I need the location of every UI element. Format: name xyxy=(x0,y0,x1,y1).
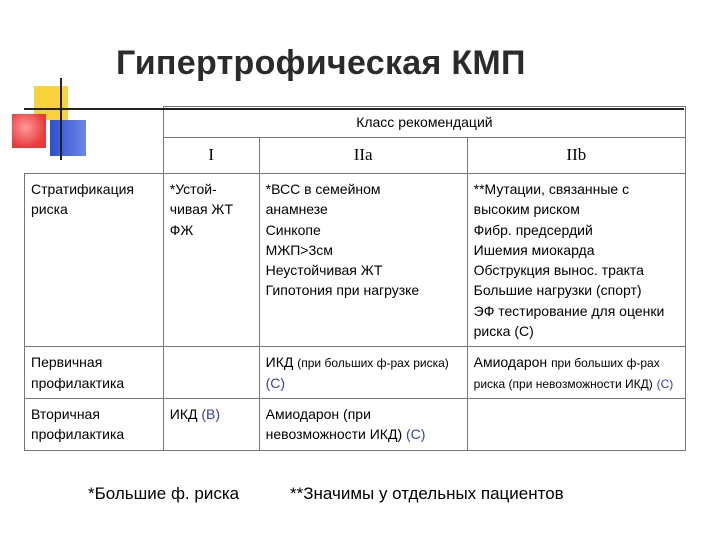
secondary-class-iia-cell xyxy=(259,399,467,451)
footnote-selected-patients: **Значимы у отдельных пациентов xyxy=(290,484,564,503)
cell-line: Синкопе xyxy=(265,221,321,238)
row-label-risk: Стратификация риска xyxy=(25,173,164,346)
primary-iia-condition: (при больших ф-рах риска) xyxy=(297,356,449,371)
cell-line: *ВСС в семейном xyxy=(265,180,381,197)
table-row xyxy=(25,399,686,451)
risk-class-i-cell xyxy=(163,173,259,346)
risk-class-iib-cell xyxy=(467,173,685,346)
primary-iib-main: Амиодарон xyxy=(473,354,548,371)
primary-iib-condition: при больших ф-рах риска (при невозможности ИКД) xyxy=(473,356,660,391)
cell-line: Большие нагрузки (спорт) xyxy=(473,282,642,299)
cell-line: МЖП>3см xyxy=(265,241,333,258)
risk-class-iia-cell xyxy=(259,173,467,346)
evidence-level-badge: (С) xyxy=(656,376,674,391)
cell-line: Фибр. предсердий xyxy=(473,221,593,238)
primary-class-iib-cell xyxy=(467,347,685,399)
table-row xyxy=(25,173,686,346)
row-label-primary: Первичная профилактика xyxy=(25,347,164,399)
slide-title: Гипертрофическая КМП xyxy=(116,44,526,82)
primary-class-iia-cell xyxy=(259,347,467,399)
cell-line: Обструкция вынос. тракта xyxy=(473,262,644,279)
primary-class-i-cell xyxy=(163,347,259,399)
class-iia-header: IIa xyxy=(259,138,467,174)
primary-iia-main: ИКД xyxy=(265,354,294,371)
evidence-level-badge: (С) xyxy=(406,426,426,443)
cell-line: риска (С) xyxy=(473,323,534,340)
cell-line: анамнезе xyxy=(265,201,328,218)
row-label-secondary: Вторичная профилактика xyxy=(25,399,164,451)
class-iib-header: IIb xyxy=(467,138,685,174)
recommendation-class-header: Класс рекомендаций xyxy=(163,107,685,138)
decor-horizontal-line xyxy=(24,108,684,110)
evidence-level-badge: (В) xyxy=(201,406,221,423)
cell-line: ФЖ xyxy=(169,221,194,238)
cell-line: высоким риском xyxy=(473,201,580,218)
secondary-class-iib-cell xyxy=(467,399,685,451)
table-row xyxy=(25,347,686,399)
cell-line: ЭФ тестирование для оценки xyxy=(473,302,665,319)
cell-line: Неустойчивая ЖТ xyxy=(265,262,383,279)
footnote-major-risk: *Большие ф. риска xyxy=(88,484,240,503)
cell-line: **Мутации, связанные с xyxy=(473,180,630,197)
recommendations-table xyxy=(24,106,686,451)
table-header-row xyxy=(25,107,686,138)
secondary-iia-main: Амиодарон (при невозможности ИКД) xyxy=(265,406,403,443)
cell-line: чивая ЖТ xyxy=(169,201,234,218)
evidence-level-badge: (С) xyxy=(265,374,286,391)
secondary-class-i-cell xyxy=(163,399,259,451)
cell-line: *Устой- xyxy=(169,180,217,197)
cell-line: Гипотония при нагрузке xyxy=(265,282,420,299)
header-corner-cell xyxy=(25,107,164,174)
secondary-i-main: ИКД xyxy=(169,406,198,423)
cell-line: Ишемия миокарда xyxy=(473,241,595,258)
class-i-header: I xyxy=(163,138,259,174)
